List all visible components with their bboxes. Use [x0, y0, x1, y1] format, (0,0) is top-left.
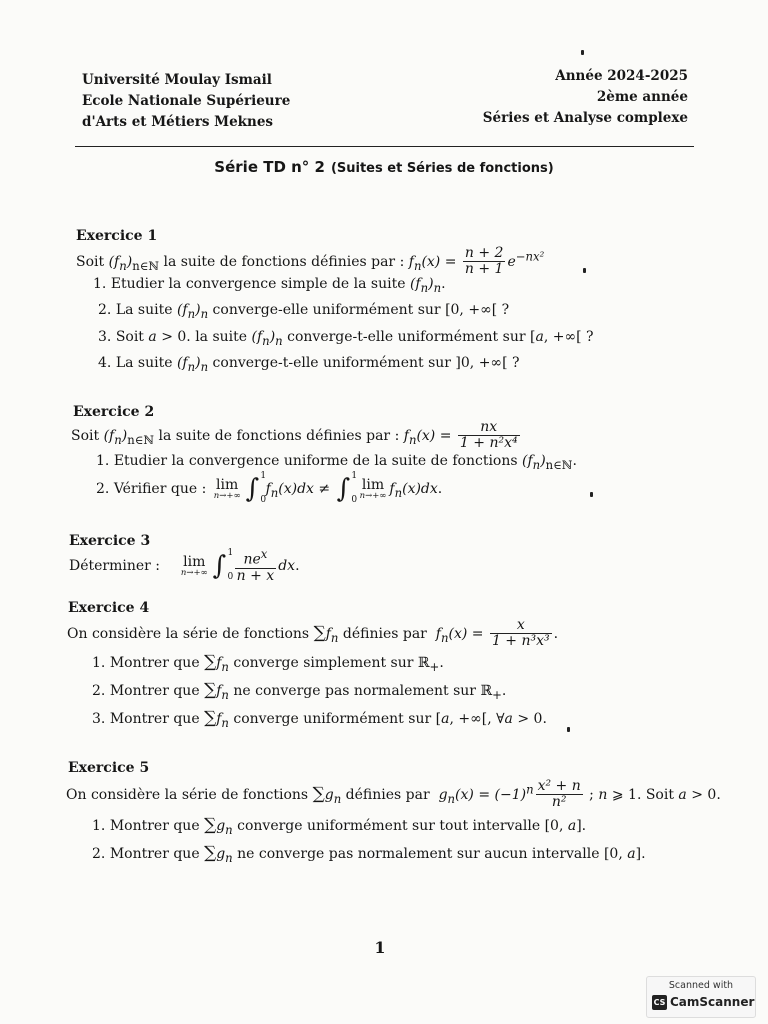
- item-text: Etudier la convergence simple de la suite: [110, 276, 410, 292]
- item-text-a: La suite: [115, 302, 177, 318]
- item-number: 1.: [96, 453, 110, 469]
- watermark-caption: Scanned with: [668, 980, 734, 991]
- exercise-5-statement: On considère la série de fonctions $\sum g_n$ définies par $g_n(x) = (-1)^n$ $\frac{\text{x² + n}}{\text{n²}}$ ; n ⩾ 1. Soit a > 0.: [66, 778, 721, 811]
- scan-mark: [590, 492, 593, 497]
- item-number: 1.: [92, 655, 106, 671]
- ex2-intro-b: la suite de fonctions définies par :: [154, 427, 404, 444]
- ex4-intro-a: On considère la série de fonctions: [67, 625, 314, 642]
- ex5-item-1: 1. Montrer que $\sum g_n$ converge uniformément sur tout intervalle [0, a].: [92, 815, 587, 837]
- item-text-b: . la suite: [186, 329, 252, 345]
- page-title: [0, 158, 768, 176]
- exercise-1-title: Exercice 1: [76, 228, 158, 244]
- ex1-sequence-symbol: $(f_n)_{n\in ℕ}$: [108, 253, 160, 273]
- university-name: Université Moulay Ismail: [82, 72, 272, 88]
- header-divider: [75, 146, 694, 147]
- item-text-a: Montrer que: [109, 683, 205, 699]
- ex1-intro-a: Soit: [76, 253, 109, 270]
- watermark-brand: CamScanner: [670, 995, 755, 1009]
- academic-year: Année 2024-2025: [555, 68, 688, 84]
- item-text-a: Montrer que: [109, 711, 205, 727]
- item-text: Vérifier que :: [113, 481, 211, 497]
- item-text-b: converge-elle uniformément sur: [208, 302, 446, 318]
- item-number: 4.: [98, 355, 112, 371]
- camscanner-logo-icon: CS: [652, 995, 667, 1010]
- item-number: 1.: [93, 276, 107, 292]
- item-text: Etudier la convergence uniforme de la suite de fonctions: [113, 453, 523, 469]
- item-text-b: converge-t-elle uniformément sur: [208, 355, 456, 371]
- ex1-function-def: $f_n(x)$ = $\frac{n + 2}{n + 1}$ $e^{-nx^2}$: [408, 245, 545, 278]
- item-text-a: Soit: [115, 329, 149, 345]
- ex3-text: Déterminer :: [69, 558, 165, 575]
- ex1-item-4: 4. La suite $(f_n)_n$ converge-t-elle uniformément sur ]0, +∞[ ?: [98, 355, 520, 374]
- ex2-intro-a: Soit: [71, 427, 104, 444]
- item-text-b: ne converge pas normalement sur: [228, 683, 481, 699]
- camscanner-watermark: [646, 976, 756, 1018]
- scan-mark: [581, 50, 584, 55]
- ex1-item-1: 1. Etudier la convergence simple de la suite $(f_n)_n$.: [93, 276, 446, 295]
- ex2-item-2: 2. Vérifier que : lim n→+∞ ∫ 1 0 $f_n(x)dx$ ≠ ∫ 1 0 lim n→+∞ $f_n(x)dx$.: [96, 471, 443, 505]
- item-number: 1.: [92, 818, 106, 834]
- study-year: 2ème année: [596, 89, 688, 105]
- item-number: 2.: [96, 481, 110, 497]
- item-number: 2.: [98, 302, 112, 318]
- ex5-item-2: 2. Montrer que $\sum g_n$ ne converge pas normalement sur aucun intervalle [0, a].: [92, 843, 646, 865]
- ex1-item-2: 2. La suite $(f_n)_n$ converge-elle uniformément sur [0, +∞[ ?: [98, 302, 510, 321]
- ex2-item-1: 1. Etudier la convergence uniforme de la suite de fonctions $(f_n)_{n\in ℕ}$.: [96, 453, 577, 472]
- exercise-3-title: Exercice 3: [69, 533, 151, 549]
- course-name: Séries et Analyse complexe: [482, 110, 688, 126]
- ex5-intro-c: . Soit: [636, 786, 679, 803]
- exercise-5-title: Exercice 5: [68, 760, 150, 776]
- exercise-1-statement: [76, 246, 544, 278]
- ex4-item-2: 2. Montrer que $\sum f_n$ ne converge pas normalement sur ℝ$_+$.: [92, 680, 507, 702]
- ex4-item-1: 1. Montrer que $\sum f_n$ converge simplement sur ℝ$_+$.: [92, 652, 444, 674]
- course-info-block: [483, 66, 688, 129]
- exercise-3-statement: Déterminer : lim n→+∞ ∫ 1 0 $\frac{ne^x}{n + x}$ dx.: [69, 547, 300, 585]
- scan-mark: [583, 268, 586, 273]
- ex4-intro-b: définies par: [338, 625, 432, 642]
- school-name-line2: d'Arts et Métiers Meknes: [82, 114, 274, 130]
- page-number: 1: [374, 938, 386, 957]
- ex1-intro-b: la suite de fonctions définies par :: [159, 253, 409, 270]
- item-text-b: converge simplement sur: [228, 655, 418, 671]
- item-text-c: converge-t-elle uniformément sur: [282, 329, 530, 345]
- item-text-b: ne converge pas normalement sur aucun intervalle: [232, 846, 604, 862]
- ex5-intro-a: On considère la série de fonctions: [66, 786, 313, 803]
- exercise-4-statement: On considère la série de fonctions $\sum f_n$ définies par $f_n(x)$ = $\frac{x}{\text{1 + n³x³}}$ .: [67, 617, 559, 650]
- scan-mark: [567, 727, 570, 732]
- item-text-b: converge uniformément sur tout intervalle: [232, 818, 545, 834]
- item-number: 2.: [92, 683, 106, 699]
- ex4-item-3: 3. Montrer que $\sum f_n$ converge uniformément sur [a, +∞[, ∀a > 0.: [92, 708, 547, 730]
- item-number: 2.: [92, 846, 106, 862]
- item-number: 3.: [98, 329, 112, 345]
- exercise-4-title: Exercice 4: [68, 600, 150, 616]
- item-text-b: converge uniformément sur: [228, 711, 436, 727]
- item-text-a: Montrer que: [109, 846, 205, 862]
- ex1-item-3: 3. Soit a > 0. la suite $(f_n)_n$ converge-t-elle uniformément sur [a, +∞[ ?: [98, 329, 594, 348]
- ex2-function-def: $f_n(x)$ = $\frac{nx}{\text{1 + n²x⁴}}$: [403, 419, 518, 452]
- exercise-2-title: Exercice 2: [73, 404, 155, 420]
- item-text-a: Montrer que: [109, 818, 205, 834]
- item-number: 3.: [92, 711, 106, 727]
- institution-block: [82, 70, 290, 133]
- ex5-intro-b: définies par: [341, 786, 435, 803]
- item-text-a: Montrer que: [109, 655, 205, 671]
- exercise-2-statement: Soit $(f_n)_{n\in ℕ}$ la suite de fonctions définies par : $f_n(x)$ = $\frac{nx}{\text{1 + n²x⁴}}$: [71, 420, 522, 452]
- item-text-a: La suite: [115, 355, 177, 371]
- series-subtitle: (Suites et Séries de fonctions): [330, 161, 554, 176]
- series-title: Série TD n° 2: [214, 158, 325, 176]
- school-name-line1: Ecole Nationale Supérieure: [82, 93, 291, 109]
